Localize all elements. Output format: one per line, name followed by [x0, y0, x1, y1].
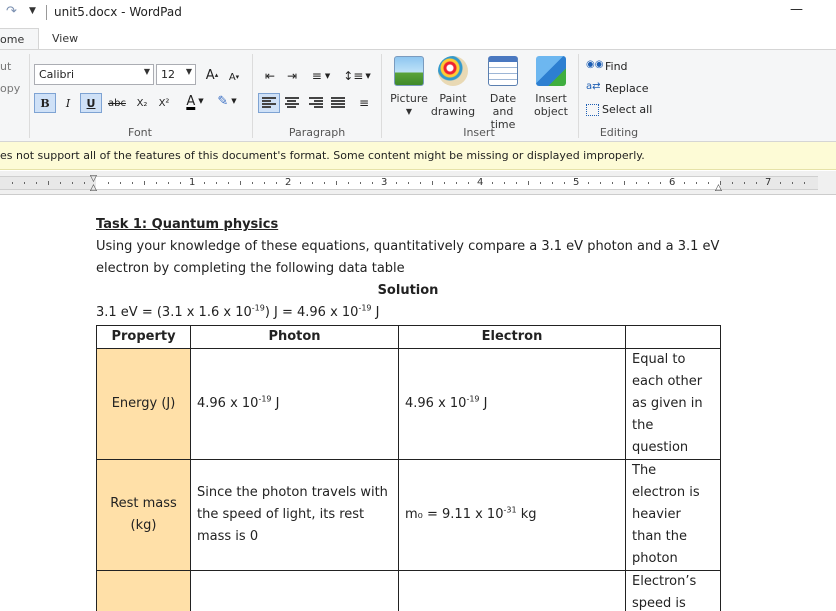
select-all-label: Select all [602, 103, 653, 116]
font-family-value: Calibri [39, 68, 75, 81]
table-row [97, 460, 721, 571]
group-separator [578, 54, 579, 138]
ruler-tick [528, 181, 529, 185]
conversion-part-a: 3.1 eV = (3.1 x 1.6 x 10 [96, 305, 252, 320]
binoculars-icon: ◉◉ [586, 59, 604, 70]
ruler-tick [12, 182, 13, 184]
picture-icon [394, 56, 424, 86]
ruler-tick [72, 182, 73, 184]
conversion-part-b: ) J = 4.96 x 10 [264, 305, 359, 320]
ruler-tick [276, 182, 277, 184]
align-center-icon [285, 97, 299, 109]
ruler-tick [252, 182, 253, 184]
decrease-indent-icon: ⇤ [264, 69, 276, 83]
ruler-tick [684, 182, 685, 184]
ruler-tick [216, 182, 217, 184]
chevron-down-icon: ▼ [231, 97, 237, 105]
document-area[interactable] [0, 196, 836, 611]
ruler-tick [516, 182, 517, 184]
paint-drawing-button[interactable] [428, 56, 478, 126]
ruler-tick [600, 182, 601, 184]
font-group-label: Font [128, 126, 152, 139]
conversion-part-c: J [371, 305, 380, 320]
object-icon [536, 56, 566, 86]
ruler-tick [168, 182, 169, 184]
data-table [96, 325, 721, 611]
ruler-tick [756, 182, 757, 184]
title-separator [46, 5, 47, 20]
chevron-down-icon: ▼ [198, 97, 204, 105]
photon-text-line: the speed of light, its rest [197, 507, 365, 522]
shrink-font-button[interactable]: A ▾ [228, 71, 240, 83]
first-line-indent-icon[interactable]: ▽ [90, 174, 97, 184]
table-row [97, 571, 721, 611]
ruler-tick [636, 182, 637, 184]
ruler-tick [420, 182, 421, 184]
photon-cell [191, 571, 399, 611]
ruler-number: 1 [189, 177, 196, 188]
chevron-down-icon: ▼ [143, 67, 150, 76]
conversion-exponent-2: -19 [358, 303, 372, 313]
ruler-tick [264, 182, 265, 184]
electron-cell [399, 349, 626, 460]
photon-text-line: Since the photon travels with [197, 485, 388, 500]
photon-energy-base: 4.96 x 10 [197, 396, 259, 411]
ruler[interactable] [0, 171, 836, 195]
electron-mass-base: m₀ = 9.11 x 10 [405, 507, 504, 522]
compatibility-info-bar [0, 142, 836, 170]
intro-line-2: electron by completing the following data table [96, 261, 405, 276]
conversion-exponent-1: -19 [251, 303, 265, 313]
date-time-button[interactable] [478, 56, 528, 131]
comment-line: question [632, 440, 689, 455]
electron-energy-exponent: -19 [466, 394, 480, 404]
text-color-button[interactable] [180, 91, 210, 111]
insert-group-label: Insert [463, 126, 495, 139]
solution-heading: Solution [377, 283, 439, 298]
replace-label: Replace [605, 81, 649, 95]
ruler-tick [144, 181, 145, 185]
table-header [626, 326, 721, 349]
select-all-icon [586, 104, 599, 116]
align-left-button[interactable] [258, 93, 280, 113]
comment-cell [626, 571, 721, 611]
grow-font-button[interactable]: A ▴ [205, 67, 219, 83]
title-bar [0, 0, 836, 26]
comment-line: The [632, 463, 657, 478]
electron-energy-base: 4.96 x 10 [405, 396, 467, 411]
font-size-value: 12 [161, 68, 175, 81]
replace-icon: a⇄ [586, 81, 601, 92]
ribbon [0, 49, 836, 142]
ruler-tick [588, 182, 589, 184]
picture-label: Picture [390, 92, 428, 105]
minimize-button[interactable]: — [790, 2, 803, 17]
table-header: Property [97, 326, 191, 349]
ruler-tick [36, 182, 37, 184]
ruler-tick [120, 182, 121, 184]
electron-cell [399, 460, 626, 571]
chevron-down-icon: ▼ [185, 67, 192, 76]
comment-cell [626, 460, 721, 571]
table-row [97, 349, 721, 460]
highlight-button[interactable] [212, 91, 242, 111]
date-label-1: Date and [489, 92, 517, 118]
ruler-tick [504, 182, 505, 184]
photon-text-line: mass is 0 [197, 529, 259, 544]
ruler-strip [0, 176, 818, 190]
highlighter-icon: ✎ [217, 93, 229, 109]
ruler-number: 6 [669, 177, 676, 188]
grow-font-icon: A [205, 67, 215, 83]
text-color-icon: A [186, 93, 196, 109]
comment-line: the [632, 418, 654, 433]
comment-line: each other [632, 374, 703, 389]
tab-home[interactable]: ome [0, 28, 39, 50]
ruler-tick [24, 182, 25, 184]
ruler-tick [468, 182, 469, 184]
ruler-number: 4 [477, 177, 484, 188]
ruler-tick [660, 182, 661, 184]
comment-line: as given in [632, 396, 703, 411]
ruler-tick [180, 182, 181, 184]
electron-energy-unit: J [479, 396, 488, 411]
electron-mass-exponent: -31 [503, 505, 517, 515]
ruler-tick [300, 182, 301, 184]
ruler-number: 3 [381, 177, 388, 188]
bullets-button[interactable] [306, 66, 336, 86]
align-left-icon [262, 97, 276, 109]
editing-group-label: Editing [599, 126, 639, 139]
ruler-tick [60, 182, 61, 184]
comment-line: electron is [632, 485, 700, 500]
font-family-select[interactable] [34, 64, 154, 85]
ruler-tick [108, 182, 109, 184]
replace-button[interactable] [586, 81, 649, 95]
ruler-tick [444, 182, 445, 184]
ruler-tick [432, 181, 433, 185]
find-label: Find [605, 59, 628, 73]
ruler-tick [48, 181, 49, 185]
ruler-tick [696, 182, 697, 184]
ruler-tick [396, 182, 397, 184]
chevron-down-icon: ▼ [324, 72, 331, 80]
ruler-tick [492, 182, 493, 184]
tab-view[interactable]: View [52, 32, 79, 45]
ruler-tick [780, 182, 781, 184]
line-spacing-button[interactable] [342, 66, 372, 86]
align-right-button[interactable] [306, 93, 326, 113]
table-header: Photon [191, 326, 399, 349]
photon-cell [191, 460, 399, 571]
paragraph-group-label: Paragraph [288, 126, 346, 139]
group-separator [381, 54, 382, 138]
chevron-down-icon: ▼ [405, 107, 413, 116]
electron-cell [399, 571, 626, 611]
insert-object-button[interactable] [526, 56, 576, 126]
photon-cell [191, 349, 399, 460]
comment-cell [626, 349, 721, 460]
ruler-tick [792, 182, 793, 184]
increase-indent-icon: ⇥ [286, 69, 298, 83]
object-label-1: Insert [535, 92, 567, 105]
redo-icon[interactable]: ↷ [6, 4, 17, 19]
paint-palette-icon [438, 56, 468, 86]
ruler-tick [648, 182, 649, 184]
find-button[interactable] [586, 59, 628, 73]
italic-button[interactable]: I [65, 96, 71, 110]
align-right-icon [309, 97, 323, 109]
ruler-tick [204, 182, 205, 184]
property-cell [97, 460, 191, 571]
comment-line: Electron’s [632, 574, 697, 589]
bold-button[interactable]: B [34, 93, 56, 113]
strikethrough-button[interactable]: abc [108, 97, 126, 109]
object-label-2: object [534, 105, 568, 118]
bullet-list-icon: ≡ [311, 69, 322, 83]
ruler-tick [744, 182, 745, 184]
insert-picture-button[interactable] [384, 56, 434, 126]
ruler-tick [240, 181, 241, 185]
ruler-number: 5 [573, 177, 580, 188]
photon-energy-exponent: -19 [258, 394, 272, 404]
font-size-select[interactable] [156, 64, 196, 85]
ruler-tick [228, 182, 229, 184]
comment-line: than the [632, 529, 688, 544]
table-header-row [97, 326, 721, 349]
paint-label-2: drawing [430, 105, 476, 118]
ruler-tick [360, 182, 361, 184]
ruler-tick [456, 182, 457, 184]
conversion-line [96, 302, 736, 324]
window-title: unit5.docx - WordPad [54, 5, 182, 19]
justify-icon [331, 97, 345, 109]
chevron-down-icon: ▼ [365, 72, 371, 80]
cut-button[interactable]: ut [0, 60, 12, 73]
line-spacing-icon: ↕≡ [343, 69, 364, 83]
ruler-tick [408, 182, 409, 184]
comment-line: heavier [632, 507, 681, 522]
ribbon-tabs [0, 26, 836, 50]
intro-line-1: Using your knowledge of these equations, quantitatively compare a 3.1 eV photon and a 3.1 eV [96, 239, 720, 254]
ruler-tick [132, 182, 133, 184]
right-indent-icon[interactable]: △ [715, 183, 722, 193]
group-separator [29, 54, 30, 138]
group-separator [252, 54, 253, 138]
quick-access-dropdown-icon[interactable]: ▼ [29, 6, 36, 16]
ruler-tick [552, 182, 553, 184]
ruler-tick [732, 182, 733, 184]
underline-button[interactable]: U [80, 93, 102, 113]
photon-energy-unit: J [271, 396, 280, 411]
calendar-clock-icon [488, 56, 518, 86]
ruler-tick [564, 182, 565, 184]
ruler-tick [336, 181, 337, 185]
ruler-tick [312, 182, 313, 184]
comment-line: photon [632, 551, 678, 566]
ruler-tick [156, 182, 157, 184]
copy-button[interactable]: opy [0, 82, 21, 95]
shrink-font-icon: A [228, 71, 236, 83]
ruler-tick [624, 181, 625, 185]
ruler-tick [540, 182, 541, 184]
paragraph-settings-icon: ≡ [358, 96, 370, 110]
property-line: Rest mass [110, 496, 177, 511]
task-title: Task 1: Quantum physics [96, 217, 279, 232]
ruler-tick [84, 182, 85, 184]
align-center-button[interactable] [282, 93, 302, 113]
date-label-2: time [490, 118, 516, 131]
increase-indent-button[interactable] [282, 66, 302, 86]
ruler-tick [348, 182, 349, 184]
superscript-button[interactable]: X² [158, 97, 170, 109]
paragraph-dialog-button[interactable] [354, 93, 374, 113]
ruler-number: 7 [765, 177, 772, 188]
justify-button[interactable] [328, 93, 348, 113]
comment-line: speed is [632, 596, 686, 611]
subscript-button[interactable]: X₂ [136, 97, 148, 109]
property-cell: Energy (J) [97, 349, 191, 460]
decrease-indent-button[interactable] [260, 66, 280, 86]
ruler-tick [372, 182, 373, 184]
left-indent-icon[interactable]: △ [90, 183, 97, 193]
ruler-tick [708, 182, 709, 184]
paint-label-1: Paint [439, 92, 467, 105]
select-all-button[interactable] [586, 103, 652, 116]
comment-line: Equal to [632, 352, 686, 367]
document-page[interactable] [96, 214, 736, 611]
electron-mass-unit: kg [516, 507, 537, 522]
property-cell [97, 571, 191, 611]
ruler-tick [804, 182, 805, 184]
compatibility-message: es not support all of the features of this document's format. Some content might be missing or displayed improperly. [0, 149, 645, 162]
property-line: (kg) [130, 518, 157, 533]
table-header: Electron [399, 326, 626, 349]
ruler-number: 2 [285, 177, 292, 188]
ruler-tick [612, 182, 613, 184]
ruler-tick [324, 182, 325, 184]
